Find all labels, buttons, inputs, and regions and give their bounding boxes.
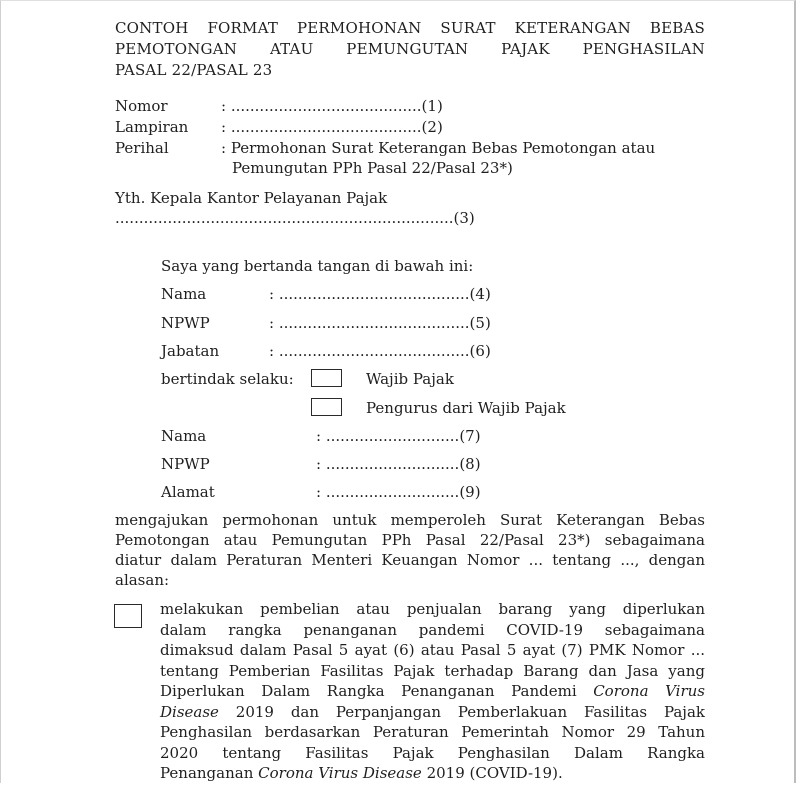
reason-line-5	[160, 681, 705, 702]
reason-line-5-italic: Corona Virus	[593, 682, 705, 700]
signer-npwp-field[interactable]: : ........................................(5)	[269, 314, 491, 332]
signer-jabatan-label: Jabatan	[161, 342, 220, 360]
signer-nama-field[interactable]: : ........................................(4)	[269, 285, 491, 303]
reason-text	[160, 599, 705, 784]
perihal-label: Perihal	[115, 139, 169, 157]
lampiran-field[interactable]: : ........................................(2)	[221, 118, 443, 136]
reason-line-9-text-c: 2019 (COVID-19).	[421, 764, 563, 782]
reason-line-1: melakukan pembelian atau penjualan barang yang diperlukan	[160, 600, 705, 618]
reason-line-2: dalam rangka penanganan pandemi COVID-19 sebagaimana	[160, 620, 705, 639]
perihal-row-continued	[232, 158, 513, 178]
nomor-label: Nomor	[115, 97, 168, 115]
reason-checkbox[interactable]	[114, 604, 142, 628]
reason-line-9	[160, 763, 705, 784]
request-line-3: diatur dalam Peraturan Menteri Keuangan Nomor ... tentang ..., dengan	[115, 551, 705, 569]
acting-as-label: bertindak selaku:	[161, 370, 294, 388]
nomor-field[interactable]: : ........................................(1)	[221, 97, 443, 115]
reason-line-9-text-a: Penanganan	[160, 764, 259, 782]
title-line-1: CONTOH FORMAT PERMOHONAN SURAT KETERANGAN BEBAS	[115, 19, 705, 37]
taxpayer-npwp-label: NPWP	[161, 455, 210, 473]
document-title	[115, 18, 705, 81]
signer-nama-label: Nama	[161, 285, 207, 303]
request-line-1: mengajukan permohonan untuk memperoleh Surat Keterangan Bebas	[115, 511, 705, 529]
title-line-2: PEMOTONGAN ATAU PEMUNGUTAN PAJAK PENGHASILAN	[115, 40, 705, 58]
taxpayer-alamat-label: Alamat	[161, 483, 215, 501]
wajib-pajak-checkbox[interactable]	[311, 369, 342, 387]
reason-line-6-italic: Disease	[160, 702, 219, 721]
reason-line-9-italic: Corona Virus Disease	[258, 764, 422, 782]
taxpayer-nama-field[interactable]: : ............................(7)	[316, 427, 481, 445]
lampiran-label: Lampiran	[115, 118, 189, 136]
signer-npwp-label: NPWP	[161, 314, 210, 332]
pengurus-option-label: Pengurus dari Wajib Pajak	[366, 399, 566, 417]
addressee-line-1: Yth. Kepala Kantor Pelayanan Pajak	[115, 189, 388, 207]
reason-line-4: tentang Pemberian Fasilitas Pajak terhadap Barang dan Jasa yang	[160, 661, 705, 680]
reason-line-7: Penghasilan berdasarkan Peraturan Pemerintah Nomor 29 Tahun	[160, 723, 705, 741]
taxpayer-npwp-field[interactable]: : ............................(8)	[316, 455, 481, 473]
taxpayer-nama-label: Nama	[161, 427, 207, 445]
taxpayer-alamat-field[interactable]: : ............................(9)	[316, 483, 481, 501]
signer-jabatan-field[interactable]: : ........................................(6)	[269, 342, 491, 360]
reason-line-5-text: Diperlukan Dalam Rangka Penanganan Pandemi	[160, 682, 594, 700]
wajib-pajak-option-label: Wajib Pajak	[366, 370, 454, 388]
signer-intro: Saya yang bertanda tangan di bawah ini:	[161, 257, 474, 275]
reason-line-8: 2020 tentang Fasilitas Pajak Penghasilan Dalam Rangka	[160, 743, 705, 762]
perihal-value-line-2: Pemungutan PPh Pasal 22/Pasal 23*)	[232, 159, 513, 177]
reason-line-6-text: 2019 dan Perpanjangan Pemberlakuan Fasilitas Pajak	[218, 702, 705, 721]
title-line-3: PASAL 22/PASAL 23	[115, 61, 273, 79]
request-line-2: Pemotongan atau Pemungutan PPh Pasal 22/Pasal 23*) sebagaimana	[115, 531, 705, 549]
request-line-4: alasan:	[115, 571, 170, 589]
pengurus-checkbox[interactable]	[311, 398, 342, 416]
perihal-value-line-1: : Permohonan Surat Keterangan Bebas Pemotongan atau	[221, 139, 656, 157]
reason-line-6	[160, 702, 705, 723]
reason-line-3: dimaksud dalam Pasal 5 ayat (6) atau Pasal 5 ayat (7) PMK Nomor ...	[160, 641, 705, 659]
request-paragraph	[115, 510, 705, 590]
addressee-office-field[interactable]: .......................................................................(3)	[115, 209, 475, 227]
